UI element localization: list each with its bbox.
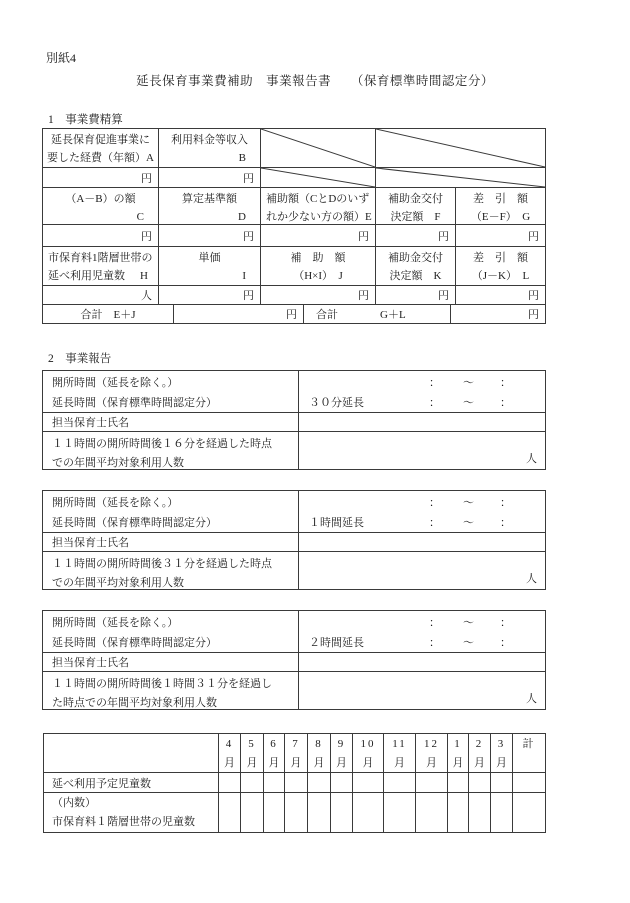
difference-l-header-cell — [456, 247, 545, 286]
diagonal-line-icon — [261, 168, 375, 187]
report-block-30min — [42, 370, 546, 470]
month-unit: 月 — [336, 757, 347, 769]
monthly-value-cell — [353, 793, 384, 832]
month-unit: 月 — [394, 757, 405, 769]
yen-unit: 円 — [358, 230, 369, 243]
standard-d-unit-cell — [159, 225, 261, 247]
month-number: 11 — [392, 738, 407, 750]
monthly-value-cell — [491, 773, 513, 793]
open-hours-time-line — [299, 493, 545, 513]
total-gl-label-cell — [304, 305, 451, 323]
diagonal-line-icon — [261, 129, 375, 167]
month-number: 9 — [337, 738, 346, 750]
time-colon: ： — [500, 617, 511, 629]
person-unit: 人 — [141, 290, 152, 302]
person-unit: 人 — [526, 453, 537, 465]
month-number: 12 — [424, 738, 439, 750]
section-heading-report: 2 事業報告 — [48, 353, 112, 365]
extension-hours-label: 延長時間（保育標準時間認定分） — [52, 637, 217, 649]
tier1-children-label-cell — [44, 793, 219, 832]
standard-d-line2: D — [238, 211, 246, 223]
extension-time-line — [299, 513, 545, 533]
monthly-value-cell — [285, 793, 308, 832]
tier1-children-label-line2: 市保育料１階層世帯の児童数 — [52, 816, 195, 828]
monthly-value-cell — [331, 793, 353, 832]
monthly-value-cell — [264, 773, 285, 793]
extension-duration-label: １時間延長 — [309, 517, 364, 529]
average-users-value-cell — [299, 552, 545, 589]
hours-value-cell — [299, 371, 545, 413]
staff-name-label: 担当保育士氏名 — [52, 537, 129, 549]
yen-unit: 円 — [243, 172, 254, 185]
document-title: 延長保育事業費補助 事業報告書 （保育標準時間認定分） — [136, 74, 494, 88]
average-users-label-cell — [43, 552, 299, 589]
staff-name-value-cell — [299, 653, 545, 672]
difference-g-header-cell — [456, 188, 545, 225]
person-unit: 人 — [526, 693, 537, 705]
planned-children-label-cell — [44, 773, 219, 793]
report-block-grid — [43, 491, 545, 589]
subsidy-e-line2: れか少ない方の額）E — [266, 211, 372, 223]
difference-l-line2: （J－K） L — [471, 270, 530, 282]
open-hours-time-line — [299, 373, 545, 393]
yen-unit: 円 — [438, 290, 449, 302]
monthly-value-cell — [219, 773, 241, 793]
extension-hours-label: 延長時間（保育標準時間認定分） — [52, 397, 217, 409]
expense-a-unit-cell — [43, 168, 159, 188]
subsidy-j-header-cell — [261, 247, 376, 286]
monthly-value-cell — [416, 773, 448, 793]
grant-k-unit-cell — [376, 286, 456, 305]
report-block-2hour — [42, 610, 546, 710]
time-colon: ： — [500, 497, 511, 509]
hours-label-cell — [43, 611, 299, 653]
children-h-header-cell — [43, 247, 159, 286]
hours-value-cell — [299, 491, 545, 533]
time-colon: ： — [429, 397, 440, 409]
section-heading-settlement: 1 事業費精算 — [48, 114, 123, 126]
monthly-value-cell — [264, 793, 285, 832]
staff-name-value-cell — [299, 533, 545, 552]
month-number: 5 — [248, 738, 256, 750]
standard-d-header-cell — [159, 188, 261, 225]
yen-unit: 円 — [528, 290, 539, 302]
month-header-cell — [469, 734, 491, 773]
income-b-unit-cell — [159, 168, 261, 188]
month-header-cell — [264, 734, 285, 773]
month-header-cell — [491, 734, 513, 773]
children-h-letter: H — [140, 270, 148, 282]
time-colon: ： — [500, 377, 511, 389]
time-tilde: ～ — [463, 517, 474, 529]
open-hours-time-line — [299, 613, 545, 633]
monthly-value-cell — [469, 773, 491, 793]
total-ej-label: 合計 E＋J — [80, 309, 136, 321]
amount-c-line2: C — [136, 211, 144, 223]
struck-out-cell — [261, 168, 376, 188]
extension-hours-label: 延長時間（保育標準時間認定分） — [52, 517, 217, 529]
settlement-table-body — [43, 129, 545, 305]
month-header-cell — [219, 734, 241, 773]
grant-k-line2: 決定額 K — [389, 270, 442, 282]
yen-unit: 円 — [286, 309, 297, 321]
month-unit: 月 — [474, 757, 485, 769]
time-colon: ： — [500, 637, 511, 649]
hours-label-cell — [43, 491, 299, 533]
time-colon: ： — [429, 497, 440, 509]
month-header-cell — [285, 734, 308, 773]
expense-a-line2: 要した経費（年額）A — [47, 152, 154, 164]
time-colon: ： — [500, 517, 511, 529]
monthly-value-cell — [241, 793, 264, 832]
month-unit: 月 — [313, 757, 325, 769]
struck-out-cell — [261, 129, 376, 168]
time-colon: ： — [429, 617, 440, 629]
monthly-value-cell — [331, 773, 353, 793]
unit-price-i-line2: I — [242, 270, 246, 282]
monthly-value-cell — [285, 773, 308, 793]
grant-f-line2: 決定額 F — [390, 211, 441, 223]
total-ej-value-cell — [174, 305, 304, 323]
monthly-value-cell — [469, 793, 491, 832]
report-block-grid — [43, 611, 545, 709]
month-header-cell — [384, 734, 416, 773]
time-colon: ： — [429, 517, 440, 529]
staff-name-value-cell — [299, 413, 545, 432]
extension-time-line — [299, 633, 545, 653]
yen-unit: 円 — [438, 230, 449, 243]
month-number: 4 — [225, 738, 234, 750]
yen-unit: 円 — [243, 230, 254, 243]
average-users-line2: での年間平均対象利用人数 — [52, 577, 184, 589]
yen-unit: 円 — [528, 230, 539, 243]
open-hours-label: 開所時間（延長を除く。） — [52, 377, 179, 389]
yen-unit: 円 — [141, 230, 152, 243]
subsidy-e-header-cell — [261, 188, 376, 225]
open-hours-label: 開所時間（延長を除く。） — [52, 617, 179, 629]
month-header-cell — [353, 734, 384, 773]
average-users-line2: た時点での年間平均対象利用人数 — [52, 697, 217, 709]
month-number: 7 — [292, 738, 300, 750]
amount-c-header-cell — [43, 188, 159, 225]
monthly-value-cell — [491, 793, 513, 832]
time-colon: ： — [500, 397, 511, 409]
struck-out-cell — [376, 168, 545, 188]
struck-out-cell — [376, 129, 545, 168]
month-unit: 月 — [224, 757, 235, 769]
difference-g-unit-cell — [456, 225, 545, 247]
yen-unit: 円 — [243, 290, 254, 302]
month-header-cell — [448, 734, 469, 773]
month-unit: 月 — [268, 757, 280, 769]
month-number: 10 — [360, 738, 376, 750]
total-gl-formula: G＋L — [380, 309, 406, 321]
monthly-total-cell — [513, 793, 545, 832]
yen-unit: 円 — [141, 172, 152, 185]
attachment-label: 別紙4 — [46, 51, 77, 65]
month-number: 8 — [315, 738, 323, 750]
month-unit: 月 — [362, 757, 374, 769]
month-header-cell — [331, 734, 353, 773]
report-block-1hour — [42, 490, 546, 590]
subsidy-j-line1: 補 助 額 — [290, 252, 346, 264]
difference-l-line1: 差 引 額 — [473, 252, 528, 264]
grant-k-header-cell — [376, 247, 456, 286]
expense-a-header-cell — [43, 129, 159, 168]
expense-a-line1: 延長保育促進事業に — [51, 134, 150, 146]
extension-time-line — [299, 393, 545, 413]
total-ej-label-cell — [43, 305, 174, 323]
planned-children-label: 延べ利用予定児童数 — [52, 777, 151, 790]
unit-price-i-unit-cell — [159, 286, 261, 305]
monthly-value-cell — [308, 773, 331, 793]
subsidy-j-unit-cell — [261, 286, 376, 305]
unit-price-i-header-cell — [159, 247, 261, 286]
total-gl-value-cell — [451, 305, 545, 323]
time-tilde: ～ — [463, 397, 474, 409]
month-unit: 月 — [452, 757, 464, 769]
time-tilde: ～ — [463, 617, 474, 629]
time-tilde: ～ — [463, 377, 474, 389]
monthly-value-cell — [416, 793, 448, 832]
average-users-line1: １１時間の開所時間後３１分を経過した時点 — [52, 558, 272, 570]
monthly-value-cell — [448, 773, 469, 793]
monthly-total-cell — [513, 773, 545, 793]
income-b-header-cell — [159, 129, 261, 168]
subsidy-e-line1: 補助額（CとDのいず — [266, 193, 370, 205]
amount-c-unit-cell — [43, 225, 159, 247]
open-hours-label: 開所時間（延長を除く。） — [52, 497, 179, 509]
month-number: 6 — [270, 738, 278, 750]
monthly-table-corner-cell — [44, 734, 219, 773]
difference-g-line1: 差 引 額 — [473, 193, 528, 205]
settlement-table — [42, 128, 546, 324]
children-h-line2 — [43, 267, 158, 285]
unit-price-i-line1: 単価 — [198, 252, 221, 264]
income-b-line2: B — [238, 152, 246, 164]
monthly-value-cell — [448, 793, 469, 832]
subsidy-j-line2: （H×I） J — [293, 270, 343, 282]
total-header-cell — [513, 734, 545, 773]
average-users-label-cell — [43, 672, 299, 709]
person-unit: 人 — [526, 573, 537, 585]
diagonal-line-icon — [376, 168, 545, 187]
hours-value-cell — [299, 611, 545, 653]
staff-name-label-cell — [43, 533, 299, 552]
children-h-label: 延べ利用児童数 — [48, 270, 125, 282]
grant-f-line1: 補助金交付 — [388, 193, 443, 205]
report-block-grid — [43, 371, 545, 469]
average-users-line1: １１時間の開所時間後１６分を経過した時点 — [52, 438, 272, 450]
month-header-cell — [416, 734, 448, 773]
children-h-unit-cell — [43, 286, 159, 305]
yen-unit: 円 — [358, 290, 369, 302]
month-header-cell — [241, 734, 264, 773]
monthly-value-cell — [219, 793, 241, 832]
difference-l-unit-cell — [456, 286, 545, 305]
diagonal-line-icon — [376, 129, 545, 167]
total-gl-label: 合計 — [316, 309, 338, 321]
monthly-value-cell — [384, 793, 416, 832]
average-users-line1: １１時間の開所時間後１時間３１分を経過し — [52, 678, 272, 690]
month-header-cell — [308, 734, 331, 773]
subsidy-e-unit-cell — [261, 225, 376, 247]
settlement-total-row — [43, 305, 545, 323]
month-number: 3 — [497, 738, 506, 750]
time-tilde: ～ — [463, 637, 474, 649]
grant-f-unit-cell — [376, 225, 456, 247]
staff-name-label: 担当保育士氏名 — [52, 417, 129, 429]
grant-k-line1: 補助金交付 — [388, 252, 443, 264]
difference-g-line2: （E－F） G — [470, 211, 531, 223]
month-unit: 月 — [496, 757, 507, 769]
average-users-line2: での年間平均対象利用人数 — [52, 457, 184, 469]
monthly-value-cell — [384, 773, 416, 793]
month-unit: 月 — [290, 757, 302, 769]
tier1-children-label-line1: （内数） — [52, 797, 96, 809]
time-tilde: ～ — [463, 497, 474, 509]
month-unit: 月 — [426, 757, 437, 769]
standard-d-line1: 算定基準額 — [182, 193, 237, 205]
grant-f-header-cell — [376, 188, 456, 225]
monthly-table-grid — [44, 734, 545, 832]
hours-label-cell — [43, 371, 299, 413]
staff-name-label-cell — [43, 413, 299, 432]
monthly-value-cell — [308, 793, 331, 832]
income-b-line1: 利用料金等収入 — [171, 134, 248, 146]
monthly-value-cell — [353, 773, 384, 793]
time-colon: ： — [429, 377, 440, 389]
total-label: 計 — [522, 738, 536, 750]
monthly-value-cell — [241, 773, 264, 793]
month-number: 2 — [475, 738, 484, 750]
staff-name-label-cell — [43, 653, 299, 672]
staff-name-label: 担当保育士氏名 — [52, 657, 129, 669]
time-colon: ： — [429, 637, 440, 649]
month-number: 1 — [454, 738, 462, 750]
month-unit: 月 — [246, 757, 258, 769]
extension-duration-label: ２時間延長 — [309, 637, 364, 649]
average-users-label-cell — [43, 432, 299, 469]
yen-unit: 円 — [528, 309, 539, 321]
children-h-line1: 市保育料1階層世帯の — [48, 252, 153, 264]
monthly-table — [43, 733, 546, 833]
average-users-value-cell — [299, 672, 545, 709]
extension-duration-label: ３０分延長 — [309, 397, 364, 409]
average-users-value-cell — [299, 432, 545, 469]
amount-c-line1: （A－B）の額 — [65, 193, 136, 205]
